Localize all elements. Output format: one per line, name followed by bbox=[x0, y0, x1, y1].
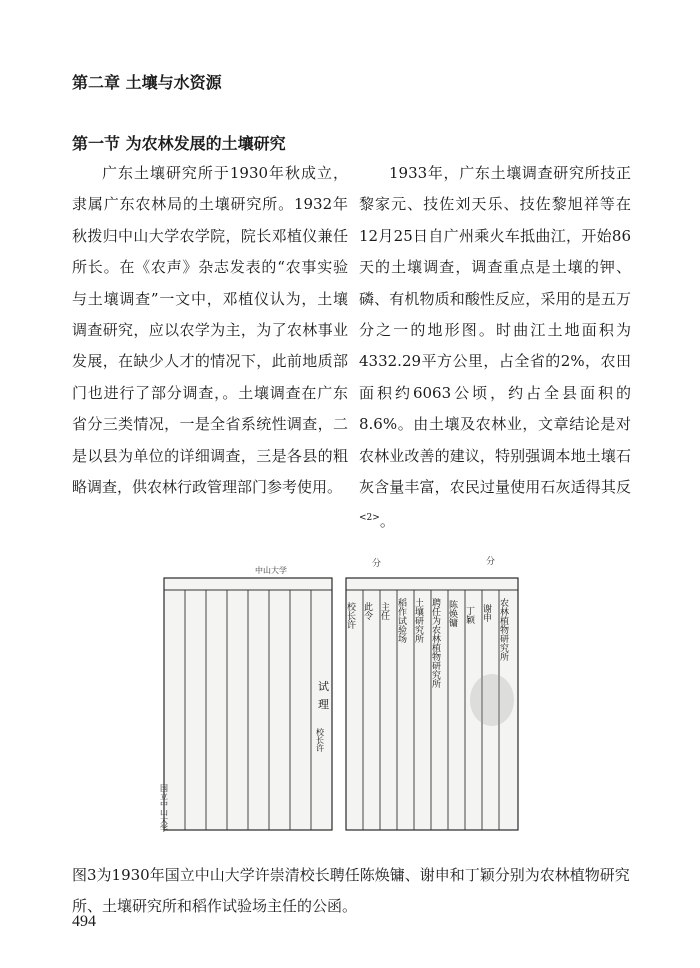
right-col4: 陈焕镛 bbox=[447, 600, 457, 627]
left-document-page bbox=[160, 565, 333, 832]
historical-letter-figure bbox=[150, 550, 530, 850]
right-document-page bbox=[345, 555, 518, 830]
right-col3: 丁颖 bbox=[464, 606, 474, 624]
right-paragraph-text: 1933年，广东土壤调查研究所技正黎家元、技佐刘天乐、技佐黎旭祥等在12月25日自广州乘火车抵曲江，开始86天的土壤调查，调查重点是土壤的钾、磷、有机物质和酸性反应，采用的是五万分之一的地形图。时曲江土地面积为4332.29平方公里，占全省的2%，农田面积约6063公顷，约占全县面积的8.6%。由土壤及农林业，文章结论是对农林业改善的建议，特别强调本地土壤石灰含量丰富，农民过量使用石灰适得其反 bbox=[359, 164, 631, 497]
right-col5: 聘任为农林植物研究所 bbox=[430, 598, 440, 688]
letter-scan-image bbox=[150, 550, 530, 850]
right-column bbox=[359, 158, 631, 538]
right-col2: 谢申 bbox=[481, 604, 491, 622]
right-paragraph bbox=[359, 158, 631, 538]
left-column bbox=[72, 158, 348, 503]
right-col8: 主任 bbox=[379, 602, 389, 620]
left-page-header: 中山大学 bbox=[255, 566, 287, 575]
left-note-line2: 理 bbox=[318, 698, 329, 711]
right-col6: 土壤研究所 bbox=[413, 598, 423, 643]
chapter-title: 第二章 土壤与水资源 bbox=[72, 73, 222, 92]
right-paragraph-end: 。 bbox=[379, 512, 395, 531]
section-title: 第一节 为农林发展的土壤研究 bbox=[72, 134, 286, 153]
right-header-a: 分 bbox=[372, 559, 382, 569]
footnote-marker: <2> bbox=[359, 513, 380, 524]
left-note-line3: 校长许 bbox=[315, 728, 325, 752]
right-col9: 此令 bbox=[362, 602, 372, 620]
ink-smudge bbox=[470, 674, 514, 726]
right-col10: 校长许 bbox=[345, 602, 355, 629]
left-paragraph: 广东土壤研究所于1930年秋成立，隶属广东农林局的土壤研究所。1932年秋拨归中山大学农学院，院长邓植仪兼任所长。在《农声》杂志发表的“农事实验与土壤调查”一文中，邓植仪认为，土壤调查研究，应以农学为主，为了农林事业发展，在缺少人才的情况下，此前地质部门也进行了部分调查，。土壤调查在广东省分三类情况，一是全省系统性调查，二是以县为单位的详细调查，三是各县的粗略调查，供农林行政管理部门参考使用。 bbox=[72, 164, 348, 497]
right-header-b: 分 bbox=[486, 557, 496, 567]
figure-caption: 图3为1930年国立中山大学许崇清校长聘任陈焕镛、谢申和丁颖分别为农林植物研究所、土壤研究所和稻作试验场主任的公函。 bbox=[72, 866, 630, 915]
right-col7: 稻作试验场 bbox=[396, 598, 406, 643]
left-note-line1: 试 bbox=[318, 680, 329, 693]
page-number: 494 bbox=[72, 913, 96, 930]
right-col1: 农林植物研究所 bbox=[498, 598, 508, 661]
left-stamp: 国立中山大学 bbox=[159, 784, 169, 832]
